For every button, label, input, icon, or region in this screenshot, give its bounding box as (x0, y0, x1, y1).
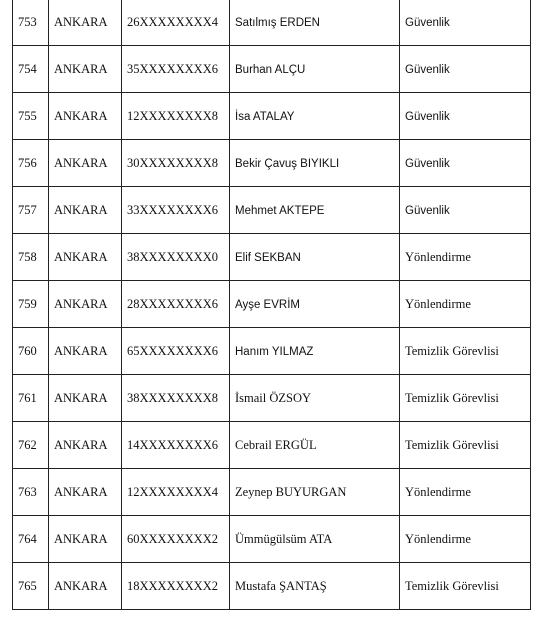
row-duty-cell (400, 234, 531, 281)
row-name-cell (230, 46, 400, 93)
row-number-cell (13, 0, 49, 46)
row-duty-cell (400, 375, 531, 422)
row-id-number: 35XXXXXXXX6 (127, 61, 218, 76)
row-id-number: 28XXXXXXXX6 (127, 296, 218, 311)
row-city: ANKARA (54, 484, 108, 499)
row-id-number-cell (122, 328, 230, 375)
row-name-cell (230, 375, 400, 422)
row-city-cell (49, 93, 122, 140)
personnel-table (12, 0, 531, 610)
row-id-number: 14XXXXXXXX6 (127, 437, 218, 452)
row-duty: Temizlik Görevlisi (405, 437, 499, 452)
row-city: ANKARA (54, 108, 108, 123)
row-number: 754 (18, 61, 37, 76)
row-city-cell (49, 328, 122, 375)
row-duty-cell (400, 469, 531, 516)
row-duty-cell (400, 563, 531, 610)
row-duty: Yönlendirme (405, 296, 471, 311)
row-name: İsa ATALAY (235, 110, 295, 123)
table-row (13, 46, 531, 93)
row-city: ANKARA (54, 437, 108, 452)
row-city-cell (49, 46, 122, 93)
row-duty: Yönlendirme (405, 531, 471, 546)
row-id-number: 12XXXXXXXX8 (127, 108, 218, 123)
row-city-cell (49, 0, 122, 46)
row-id-number-cell (122, 516, 230, 563)
row-number: 762 (18, 437, 37, 452)
row-city-cell (49, 281, 122, 328)
row-city-cell (49, 234, 122, 281)
row-city: ANKARA (54, 343, 108, 358)
row-number-cell (13, 422, 49, 469)
row-city-cell (49, 187, 122, 234)
row-number-cell (13, 140, 49, 187)
row-id-number-cell (122, 469, 230, 516)
row-duty-cell (400, 0, 531, 46)
row-city: ANKARA (54, 296, 108, 311)
table-row (13, 563, 531, 610)
row-id-number: 30XXXXXXXX8 (127, 155, 218, 170)
table-row (13, 187, 531, 234)
row-city-cell (49, 563, 122, 610)
table-row (13, 422, 531, 469)
row-name: Hanım YILMAZ (235, 345, 314, 358)
row-city: ANKARA (54, 249, 108, 264)
row-name: Ümmügülsüm ATA (235, 531, 333, 546)
row-duty-cell (400, 187, 531, 234)
table-row (13, 516, 531, 563)
row-id-number-cell (122, 281, 230, 328)
row-duty-cell (400, 281, 531, 328)
row-id-number: 38XXXXXXXX8 (127, 390, 218, 405)
row-id-number-cell (122, 422, 230, 469)
row-id-number: 33XXXXXXXX6 (127, 202, 218, 217)
row-duty: Temizlik Görevlisi (405, 578, 499, 593)
row-number: 761 (18, 390, 37, 405)
row-duty: Güvenlik (405, 63, 450, 76)
row-duty-cell (400, 46, 531, 93)
row-name: Mustafa ŞANTAŞ (235, 578, 327, 593)
row-number: 763 (18, 484, 37, 499)
row-number-cell (13, 281, 49, 328)
row-duty: Yönlendirme (405, 249, 471, 264)
row-id-number: 60XXXXXXXX2 (127, 531, 218, 546)
row-city-cell (49, 140, 122, 187)
table-row (13, 140, 531, 187)
row-number-cell (13, 375, 49, 422)
row-duty-cell (400, 140, 531, 187)
row-duty: Güvenlik (405, 157, 450, 170)
row-id-number: 12XXXXXXXX4 (127, 484, 218, 499)
row-city: ANKARA (54, 531, 108, 546)
row-name-cell (230, 0, 400, 46)
table-row (13, 93, 531, 140)
row-name: Ayşe EVRİM (235, 298, 300, 311)
row-name-cell (230, 516, 400, 563)
row-number-cell (13, 516, 49, 563)
row-duty: Yönlendirme (405, 484, 471, 499)
row-duty: Güvenlik (405, 17, 450, 29)
table-row (13, 469, 531, 516)
row-city: ANKARA (54, 578, 108, 593)
row-id-number-cell (122, 0, 230, 46)
row-name: İsmail ÖZSOY (235, 390, 312, 405)
row-city-cell (49, 375, 122, 422)
row-number-cell (13, 187, 49, 234)
row-name: Mehmet AKTEPE (235, 204, 325, 217)
row-city-cell (49, 422, 122, 469)
row-city-cell (49, 516, 122, 563)
row-id-number: 18XXXXXXXX2 (127, 578, 218, 593)
row-city-cell (49, 469, 122, 516)
row-city: ANKARA (54, 155, 108, 170)
row-id-number-cell (122, 187, 230, 234)
row-name: Cebrail ERGÜL (235, 437, 317, 452)
row-id-number: 26XXXXXXXX4 (127, 15, 218, 29)
row-name-cell (230, 281, 400, 328)
row-city: ANKARA (54, 15, 108, 29)
row-name-cell (230, 563, 400, 610)
row-duty-cell (400, 93, 531, 140)
row-name-cell (230, 469, 400, 516)
row-name-cell (230, 140, 400, 187)
row-number: 765 (18, 578, 37, 593)
table-row (13, 281, 531, 328)
row-number: 764 (18, 531, 37, 546)
row-id-number: 65XXXXXXXX6 (127, 343, 218, 358)
table-row (13, 234, 531, 281)
row-name: Elif SEKBAN (235, 251, 301, 264)
row-number-cell (13, 563, 49, 610)
row-duty-cell (400, 328, 531, 375)
row-name-cell (230, 187, 400, 234)
row-number-cell (13, 469, 49, 516)
row-number: 760 (18, 343, 37, 358)
row-number-cell (13, 93, 49, 140)
row-name-cell (230, 93, 400, 140)
row-duty-cell (400, 422, 531, 469)
row-name-cell (230, 422, 400, 469)
row-duty: Temizlik Görevlisi (405, 390, 499, 405)
row-number: 758 (18, 249, 37, 264)
row-number-cell (13, 328, 49, 375)
row-duty: Güvenlik (405, 110, 450, 123)
row-id-number-cell (122, 563, 230, 610)
row-id-number-cell (122, 375, 230, 422)
row-number: 753 (18, 15, 37, 29)
row-number-cell (13, 46, 49, 93)
row-name: Satılmış ERDEN (235, 17, 320, 29)
row-name-cell (230, 328, 400, 375)
row-id-number: 38XXXXXXXX0 (127, 249, 218, 264)
row-number-cell (13, 234, 49, 281)
table-row (13, 328, 531, 375)
row-id-number-cell (122, 93, 230, 140)
row-name: Bekir Çavuş BIYIKLI (235, 157, 340, 170)
row-id-number-cell (122, 46, 230, 93)
row-city: ANKARA (54, 202, 108, 217)
table-row (13, 0, 531, 46)
row-id-number-cell (122, 140, 230, 187)
row-number: 756 (18, 155, 37, 170)
row-city: ANKARA (54, 390, 108, 405)
row-number: 757 (18, 202, 37, 217)
row-name: Zeynep BUYURGAN (235, 484, 347, 499)
row-city: ANKARA (54, 61, 108, 76)
row-number: 755 (18, 108, 37, 123)
table-body (13, 0, 531, 610)
row-duty-cell (400, 516, 531, 563)
row-id-number-cell (122, 234, 230, 281)
row-name-cell (230, 234, 400, 281)
row-duty: Temizlik Görevlisi (405, 343, 499, 358)
row-name: Burhan ALÇU (235, 63, 306, 76)
row-duty: Güvenlik (405, 204, 450, 217)
table-row (13, 375, 531, 422)
row-number: 759 (18, 296, 37, 311)
